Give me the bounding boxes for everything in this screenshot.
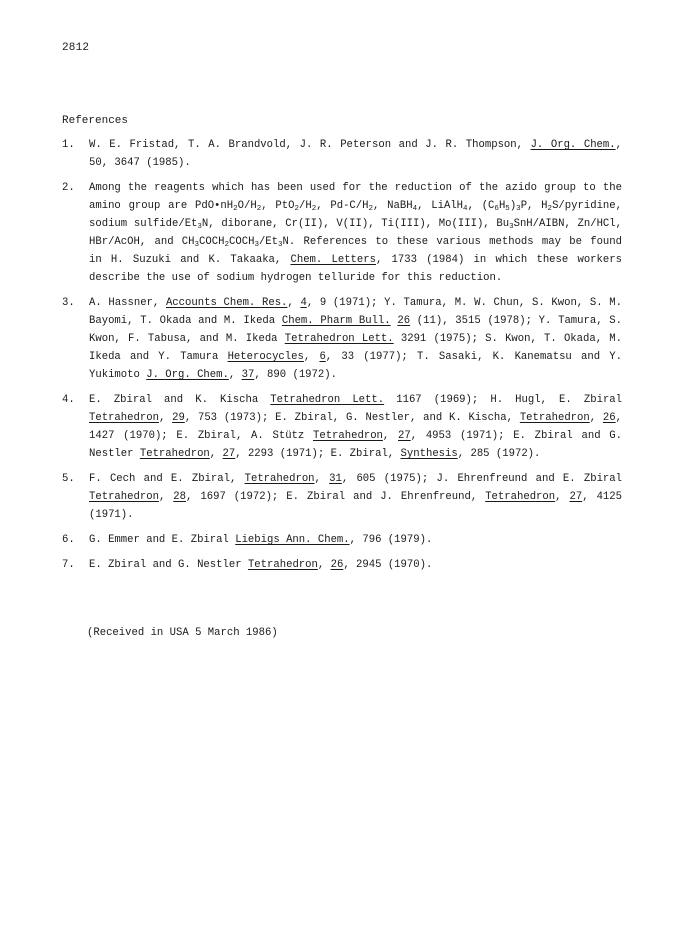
text-segment: (11), 3515 (1978); Y. Tamura, S. Kwon, F. Tabusa, and M. Ikeda	[89, 315, 623, 345]
reference-text	[89, 391, 622, 463]
reference-number: 3.	[62, 297, 75, 309]
journal-citation: 31	[329, 473, 342, 485]
text-segment: , NaBH	[373, 200, 413, 212]
journal-citation: 27	[222, 448, 236, 460]
text-segment: E. Zbiral and K. Kischa	[89, 394, 271, 406]
journal-citation: Tetrahedron	[139, 448, 210, 460]
subscript: 3	[509, 223, 514, 231]
subscript: 5	[505, 205, 510, 213]
journal-citation: 27	[569, 491, 583, 503]
text-segment: , 796 (1979).	[349, 534, 433, 546]
journal-citation: Tetrahedron	[247, 559, 318, 571]
text-segment: , 4125 (1971).	[89, 491, 623, 521]
text-segment: , 605 (1975); J. Ehrenfreund and E. Zbiral	[341, 473, 622, 485]
text-segment: E. Zbiral and G. Nestler	[89, 559, 248, 571]
journal-citation: Synthesis	[400, 448, 458, 460]
text-segment: N. References to these various methods may be found in H. Suzuki and K. Takaaka,	[89, 236, 622, 266]
journal-citation: Accounts Chem. Res.	[165, 297, 288, 309]
reference-text	[89, 136, 622, 172]
text-segment: , LiAlH	[417, 200, 464, 212]
subscript: 2	[224, 241, 229, 249]
text-segment: ,	[287, 297, 301, 309]
journal-citation: 6	[319, 351, 326, 363]
journal-citation: 37	[241, 369, 255, 381]
references-heading: References	[62, 115, 129, 127]
text-segment: Among the reagents which has been used for the reduction of the azido group to the amino group are PdO•nH	[89, 182, 622, 212]
reference-number: 5.	[62, 473, 75, 485]
journal-citation: Tetrahedron	[312, 430, 383, 442]
text-segment: ,	[317, 559, 331, 571]
text-segment: ,	[228, 369, 242, 381]
reference-item	[62, 531, 622, 549]
reference-item	[62, 294, 622, 384]
subscript: 4	[463, 205, 468, 213]
text-segment: , Pd-C/H	[316, 200, 369, 212]
journal-citation: Chem. Pharm Bull.	[281, 315, 391, 327]
journal-citation: 26	[397, 315, 411, 327]
text-segment: S/pyridine, sodium sulfide/Et	[89, 200, 622, 230]
journal-citation: 26	[602, 412, 616, 424]
journal-citation: Tetrahedron Lett.	[270, 394, 385, 406]
subscript: 2	[547, 205, 553, 213]
reference-item	[62, 470, 622, 524]
text-segment: , (C	[467, 200, 495, 212]
journal-citation: Tetrahedron	[519, 412, 590, 424]
text-segment: G. Emmer and E. Zbiral	[89, 534, 236, 546]
subscript: 2	[233, 205, 238, 213]
reference-text	[89, 470, 622, 524]
text-segment: , 890 (1972).	[254, 369, 337, 381]
text-segment: H	[498, 200, 506, 212]
received-date: (Received in USA 5 March 1986)	[87, 627, 278, 639]
text-segment: , 2945 (1970).	[343, 559, 433, 571]
text-segment: , PtO	[261, 200, 295, 212]
reference-number: 6.	[62, 534, 75, 546]
text-segment: , 1427 (1970); E. Zbiral, A. Stütz	[89, 412, 622, 442]
text-segment: , 9 (1971); Y. Tamura, M. W. Chun, S. Kwon, S. M. Bayomi, T. Okada and M. Ikeda	[89, 297, 622, 327]
text-segment: , 50, 3647 (1985).	[89, 139, 622, 169]
text-segment: , 1733 (1984) in which these workers describe the use of sodium hydrogen telluride for this reduction.	[89, 254, 622, 284]
subscript: 2	[368, 205, 374, 213]
reference-text	[89, 294, 622, 384]
reference-item	[62, 136, 622, 172]
text-segment: F. Cech and E. Zbiral,	[89, 473, 245, 485]
text-segment: , 753 (1973); E. Zbiral, G. Nestler, and K. Kischa,	[184, 412, 520, 424]
text-segment: SnH/AIBN, Zn/HCl, HBr/AcOH, and CH	[89, 218, 622, 248]
journal-citation: Chem. Letters	[290, 254, 376, 266]
subscript: 2	[294, 205, 299, 213]
reference-item	[62, 179, 622, 287]
text-segment: )	[509, 200, 517, 212]
text-segment: , 4953 (1971); E. Zbiral and G. Nestler	[89, 430, 623, 460]
journal-citation: Tetrahedron	[485, 491, 556, 503]
subscript: 3	[516, 205, 521, 213]
page-number: 2812	[62, 42, 90, 54]
text-segment: COCH	[229, 236, 255, 248]
subscript: 3	[254, 241, 259, 249]
journal-citation: J. Org. Chem.	[146, 369, 229, 381]
journal-citation: Tetrahedron	[89, 491, 159, 503]
text-segment: O/H	[237, 200, 257, 212]
text-segment: ,	[158, 491, 174, 503]
text-segment: P, H	[520, 200, 548, 212]
subscript: 3	[278, 241, 283, 249]
text-segment: ,	[555, 491, 570, 503]
reference-text	[89, 531, 622, 549]
reference-number: 4.	[62, 394, 75, 406]
text-segment: N, diborane, Cr(II), V(II), Ti(III), Mo(III), Bu	[201, 218, 510, 230]
text-segment: , 33 (1977); T. Sasaki, K. Kanematsu and Y. Yukimoto	[89, 351, 622, 381]
journal-citation: 29	[172, 412, 185, 424]
subscript: 2	[256, 205, 262, 213]
journal-citation: Liebigs Ann. Chem.	[235, 534, 350, 546]
subscript: 6	[494, 205, 499, 213]
text-segment: 1167 (1969); H. Hugl, E. Zbiral	[384, 394, 623, 406]
text-segment: /H	[298, 200, 312, 212]
journal-citation: J. Org. Chem.	[530, 139, 616, 151]
reference-text	[89, 556, 622, 574]
reference-number: 1.	[62, 139, 75, 151]
reference-number: 2.	[62, 182, 75, 194]
journal-citation: Tetrahedron	[244, 473, 315, 485]
reference-list	[62, 136, 622, 581]
journal-citation: 27	[398, 430, 411, 442]
journal-citation: 26	[330, 559, 344, 571]
reference-number: 7.	[62, 559, 75, 571]
reference-item	[62, 391, 622, 463]
text-segment: ,	[303, 351, 320, 363]
text-segment: ,	[209, 448, 223, 460]
text-segment: ,	[314, 473, 330, 485]
text-segment: /Et	[258, 236, 279, 248]
text-segment: , 285 (1972).	[457, 448, 541, 460]
text-segment: COCH	[199, 236, 225, 248]
text-segment: , 2293 (1971); E. Zbiral,	[235, 448, 401, 460]
text-segment: ,	[158, 412, 173, 424]
journal-citation: 28	[173, 491, 187, 503]
text-segment: A. Hassner,	[89, 297, 166, 309]
text-segment: ,	[589, 412, 603, 424]
journal-citation: 4	[300, 297, 307, 309]
text-segment: W. E. Fristad, T. A. Brandvold, J. R. Peterson and J. R. Thompson,	[89, 139, 531, 151]
subscript: 4	[412, 205, 418, 213]
reference-item	[62, 556, 622, 574]
journal-citation: Tetrahedron	[89, 412, 159, 424]
journal-citation: Tetrahedron Lett.	[284, 333, 394, 345]
text-segment: 3291 (1975); S. Kwon, T. Okada, M. Ikeda and Y. Tamura	[89, 333, 623, 363]
text-segment: , 1697 (1972); E. Zbiral and J. Ehrenfreund,	[186, 491, 486, 503]
subscript: 3	[197, 223, 202, 231]
subscript: 3	[194, 241, 200, 249]
reference-text	[89, 179, 622, 287]
journal-citation: Heterocycles	[227, 351, 304, 363]
text-segment: ,	[382, 430, 399, 442]
subscript: 2	[311, 205, 317, 213]
